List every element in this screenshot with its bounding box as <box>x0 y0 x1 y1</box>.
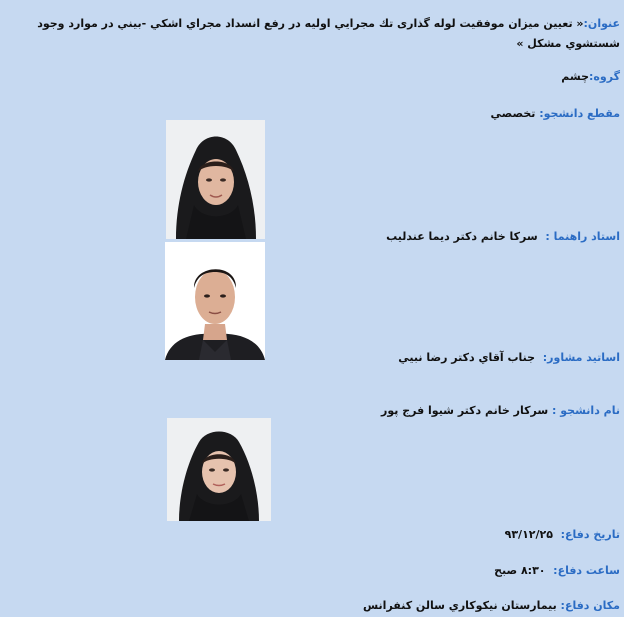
title-text: « تعیین میزان موفقیت لوله گذاری تك مجرایي اولیه در رفع انسداد مجراي اشكي -بيني در موارد وجود شستشوي مشكل » <box>37 17 620 50</box>
group-label: گروه: <box>589 70 620 83</box>
student-value: سرکار خانم دکتر شیوا فرج پور <box>381 404 549 417</box>
defense-time-value: ۸:۳۰ صبح <box>494 564 546 577</box>
thesis-title <box>4 14 620 54</box>
advisor-row <box>398 351 620 365</box>
defense-date-label: تاریخ دفاع: <box>560 528 620 541</box>
supervisor-label: استاد راهنما : <box>545 230 620 243</box>
supervisor-value: سرکا خانم دکتر دیما عندلیب <box>386 230 538 243</box>
defense-place-value: بیمارستان نیکوکاري سالن کنفرانس <box>363 599 557 612</box>
defense-date-row <box>505 528 620 542</box>
advisor-photo <box>165 242 265 360</box>
defense-time-row <box>494 564 620 578</box>
defense-place-row <box>363 599 620 613</box>
level-value: تخصصي <box>490 107 536 120</box>
defense-date-value: ۹۳/۱۲/۲۵ <box>504 528 553 541</box>
student-label: نام دانشجو : <box>552 404 620 417</box>
student-photo <box>167 418 271 521</box>
group-row <box>561 70 620 84</box>
level-label: مقطع دانشجو: <box>539 107 620 120</box>
supervisor-row <box>386 230 620 244</box>
supervisor-photo <box>166 120 265 239</box>
group-value: چشم <box>561 70 590 83</box>
advisor-value: جناب آقاي دکتر رضا نبیي <box>398 351 536 364</box>
defense-time-label: ساعت دفاع: <box>553 564 620 577</box>
student-row <box>381 404 620 418</box>
advisor-label: اساتید مشاور: <box>542 351 620 364</box>
title-label: عنوان: <box>583 17 620 30</box>
defense-place-label: مکان دفاع: <box>560 599 620 612</box>
level-row <box>491 107 620 121</box>
